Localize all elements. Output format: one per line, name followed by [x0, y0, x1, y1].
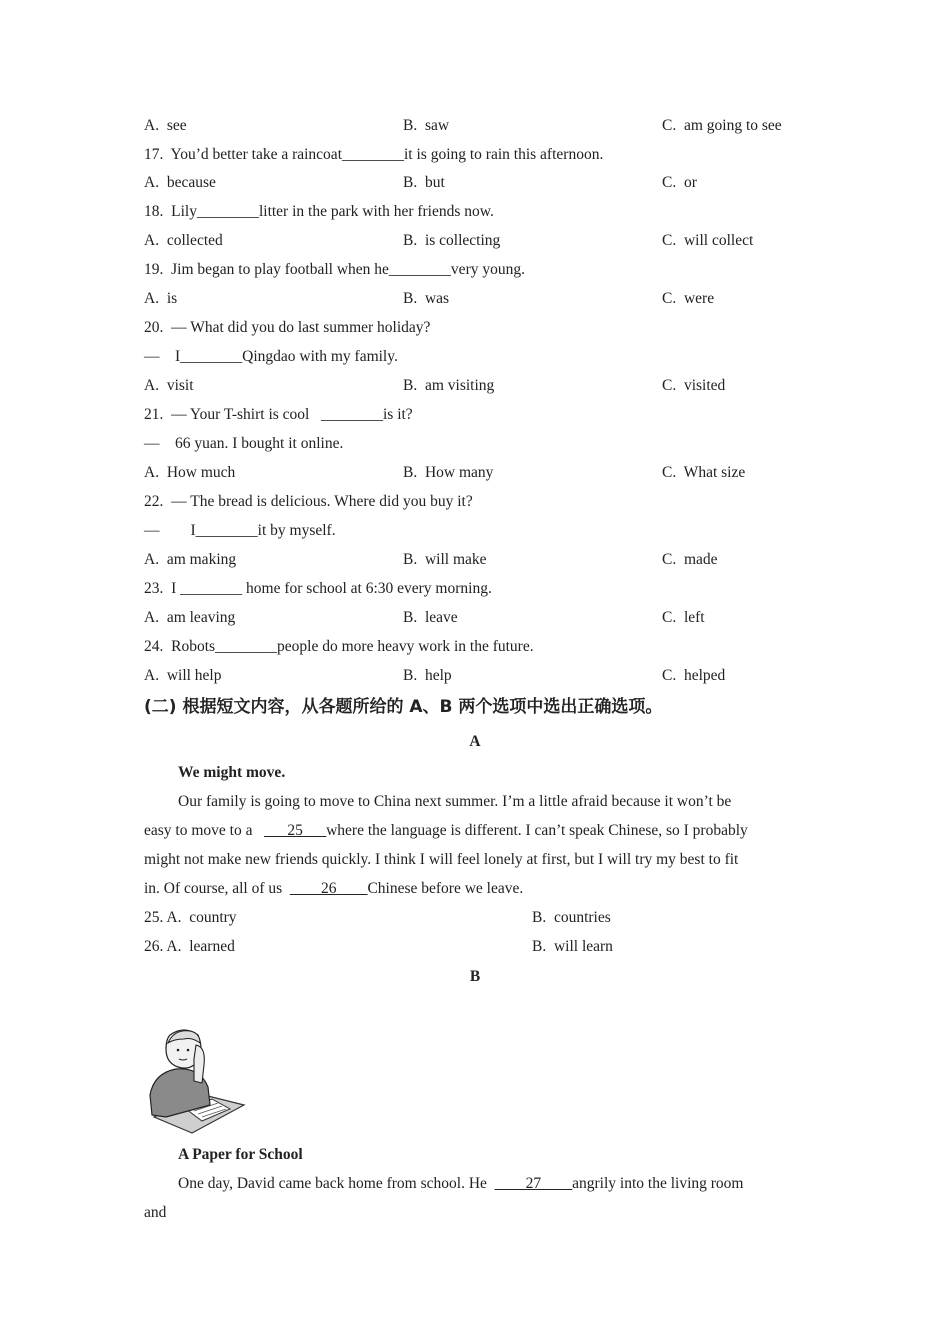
passage-a-line-4 — [144, 879, 523, 899]
question-24: 24. Robots________people do more heavy work in the future. — [144, 638, 534, 655]
passage-a-line-2 — [144, 821, 748, 841]
q21-option-c: C. What size — [662, 464, 746, 481]
q24-option-b: B. help — [403, 667, 452, 684]
question-21-reply: — 66 yuan. I bought it online. — [144, 435, 344, 452]
passage-a-line-4-start: in. Of course, all of us — [144, 880, 290, 897]
passage-b-line-1-end: angrily into the living room — [572, 1175, 744, 1192]
passage-b-line-2: and — [144, 1204, 167, 1221]
passage-b-label: B — [469, 968, 481, 985]
blank-27: ____27____ — [494, 1175, 573, 1192]
q24-option-c: C. helped — [662, 667, 726, 684]
blank-25: ___25___ — [264, 822, 327, 839]
q18-option-b: B. is collecting — [403, 232, 501, 249]
q25-option-b: B. countries — [532, 909, 611, 926]
q17-option-b: B. but — [403, 174, 445, 191]
q16-option-c: C. am going to see — [662, 117, 782, 134]
question-20-reply: — I________Qingdao with my family. — [144, 348, 398, 365]
q18-option-c: C. will collect — [662, 232, 754, 249]
q23-option-b: B. leave — [403, 609, 458, 626]
q22-option-b: B. will make — [403, 551, 487, 568]
question-21: 21. — Your T-shirt is cool ________is it? — [144, 406, 413, 423]
passage-b-title: A Paper for School — [178, 1146, 303, 1163]
q18-option-a: A. collected — [144, 232, 223, 249]
q25-option-a: 25. A. country — [144, 909, 237, 926]
section-2-heading: (二) 根据短文内容，从各题所给的 A、B 两个选项中选出正确选项。 — [144, 697, 663, 717]
passage-a-line-4-end: Chinese before we leave. — [367, 880, 524, 897]
q16-option-b: B. saw — [403, 117, 450, 134]
passage-a-line-3: might not make new friends quickly. I think I will feel lonely at first, but I will try my best to fit — [144, 851, 739, 868]
q22-option-c: C. made — [662, 551, 718, 568]
passage-a-line-2-start: easy to move to a — [144, 822, 265, 839]
passage-b-line-1-start: One day, David came back home from school. He — [178, 1175, 495, 1192]
passage-a-line-1: Our family is going to move to China next summer. I’m a little afraid because it won’t be — [178, 793, 732, 810]
q19-option-a: A. is — [144, 290, 178, 307]
question-22-reply: — I________it by myself. — [144, 522, 336, 539]
q16-option-a: A. see — [144, 117, 187, 134]
passage-a-line-2-end: where the language is different. I can’t speak Chinese, so I probably — [326, 822, 748, 839]
q19-option-b: B. was — [403, 290, 450, 307]
q19-option-c: C. were — [662, 290, 715, 307]
question-20: 20. — What did you do last summer holiday? — [144, 319, 431, 336]
question-17: 17. You’d better take a raincoat________it is going to rain this afternoon. — [144, 146, 604, 163]
q17-option-c: C. or — [662, 174, 697, 191]
q23-option-a: A. am leaving — [144, 609, 236, 626]
q21-option-b: B. How many — [403, 464, 494, 481]
q21-option-a: A. How much — [144, 464, 236, 481]
passage-b-line-1 — [178, 1174, 743, 1194]
boy-reading-illustration — [144, 1025, 246, 1135]
q20-option-b: B. am visiting — [403, 377, 495, 394]
passage-a-title: We might move. — [178, 764, 286, 781]
question-22: 22. — The bread is delicious. Where did you buy it? — [144, 493, 473, 510]
question-23: 23. I ________ home for school at 6:30 every morning. — [144, 580, 492, 597]
q20-option-a: A. visit — [144, 377, 194, 394]
boy-reading-drawing — [144, 1025, 246, 1135]
passage-a-label: A — [469, 733, 481, 750]
q26-option-b: B. will learn — [532, 938, 613, 955]
q22-option-a: A. am making — [144, 551, 237, 568]
question-19: 19. Jim began to play football when he________very young. — [144, 261, 525, 278]
blank-26: ____26____ — [289, 880, 368, 897]
q26-option-a: 26. A. learned — [144, 938, 235, 955]
q23-option-c: C. left — [662, 609, 705, 626]
q24-option-a: A. will help — [144, 667, 222, 684]
q17-option-a: A. because — [144, 174, 216, 191]
question-18: 18. Lily________litter in the park with her friends now. — [144, 203, 494, 220]
q20-option-c: C. visited — [662, 377, 726, 394]
